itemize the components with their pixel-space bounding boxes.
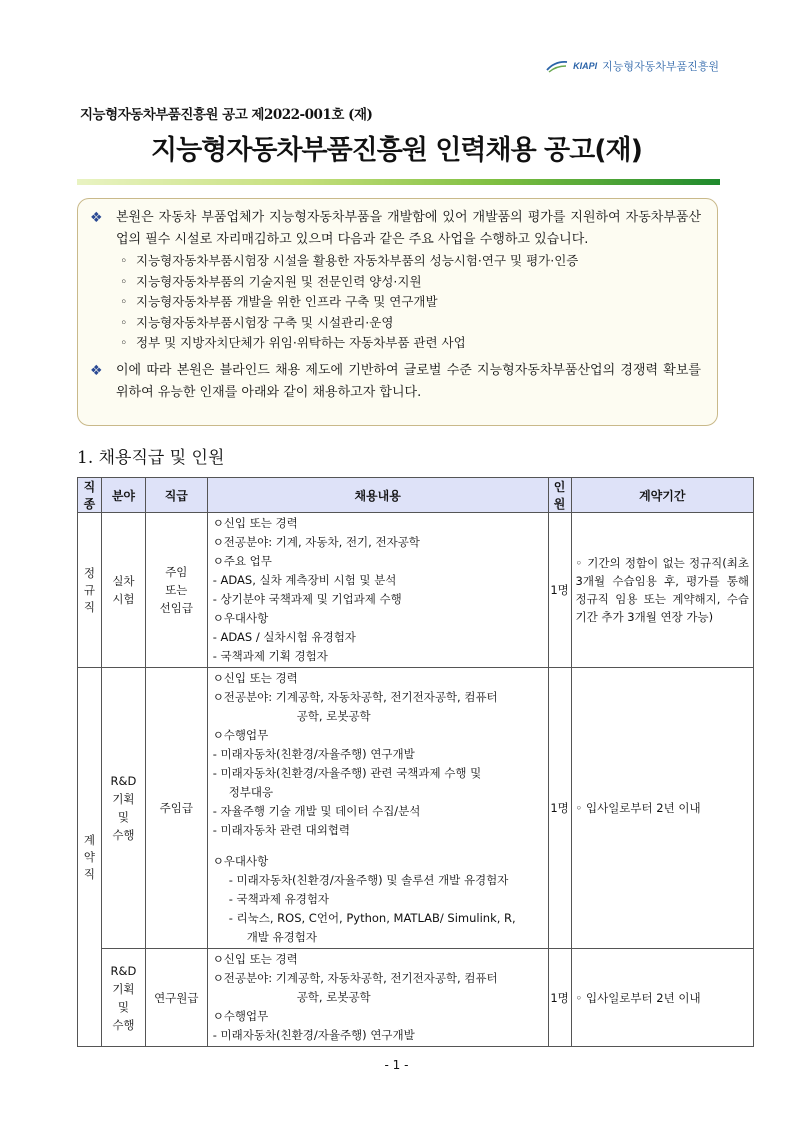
cell-count: 1명 xyxy=(548,949,571,1047)
list-item: ◦ 지능형자동차부품시험장 구축 및 시설관리·운영 xyxy=(120,314,394,330)
table-header-row xyxy=(78,478,754,513)
logo-org-name: 지능형자동차부품진흥원 xyxy=(602,60,719,73)
cell-field: R&D 기획 및 수행 xyxy=(101,668,145,949)
intro-paragraph-2 xyxy=(90,360,701,404)
header-logo xyxy=(546,58,719,74)
header-field: 분야 xyxy=(101,478,145,513)
cell-period: ◦ 입사일로부터 2년 이내 xyxy=(571,668,753,949)
list-item: ◦ 정부 및 지방자치단체가 위임·위탁하는 자동차부품 관련 사업 xyxy=(120,335,466,350)
cell-period: ◦ 기간의 정함이 없는 정규직(최초 3개월 수습임용 후, 평가를 통해 정규직 임용 또는 계약해지, 수습기간 추가 3개월 연장 가능) xyxy=(571,513,753,668)
cell-content: ㅇ신입 또는 경력 ㅇ전공분야: 기계공학, 자동차공학, 전기전자공학, 컴퓨터 공학, 로봇공학 ㅇ수행업무 - 미래자동차(친환경/자율주행) 연구개발 xyxy=(207,949,548,1047)
table-row xyxy=(78,949,754,1047)
cell-count: 1명 xyxy=(548,668,571,949)
cell-field: R&D 기획 및 수행 xyxy=(101,949,145,1047)
business-list xyxy=(90,251,701,354)
intro-box xyxy=(77,198,718,426)
cell-type-regular: 정 규 직 xyxy=(78,513,102,668)
table-row xyxy=(78,668,754,949)
diamond-bullet-icon: ❖ xyxy=(90,210,103,226)
section-title: 1. 채용직급 및 인원 xyxy=(77,448,225,468)
cell-grade: 주임급 xyxy=(145,668,207,949)
page-number: - 1 - xyxy=(384,1058,409,1072)
table-row xyxy=(78,513,754,668)
intro-paragraph-2-text: 이에 따라 본원은 블라인드 채용 제도에 기반하여 글로벌 수준 지능형자동차부품산업의 경쟁력 확보를 위하여 유능한 인재를 아래와 같이 채용하고자 합니다. xyxy=(116,362,701,400)
cell-content: ㅇ신입 또는 경력 ㅇ전공분야: 기계, 자동차, 전기, 전자공학 ㅇ주요 업무 - ADAS, 실차 계측장비 시험 및 분석 - 상기분야 국책과제 및 기업과제 수행 ㅇ우대사항 - ADAS / 실차시험 유경험자 - 국책과제 기획 경험자 xyxy=(207,513,548,668)
cell-field: 실차 시험 xyxy=(101,513,145,668)
title-gradient-bar xyxy=(77,179,720,185)
cell-grade: 연구원급 xyxy=(145,949,207,1047)
cell-period: ◦ 입사일로부터 2년 이내 xyxy=(571,949,753,1047)
page-title: 지능형자동차부품진흥원 인력채용 공고(재) xyxy=(151,135,642,166)
header-period: 계약기간 xyxy=(571,478,753,513)
header-grade: 직급 xyxy=(145,478,207,513)
kiapi-swoosh-icon xyxy=(546,59,568,73)
header-count: 인 원 xyxy=(548,478,571,513)
cell-grade: 주임 또는 선임급 xyxy=(145,513,207,668)
list-item: ◦ 지능형자동차부품의 기술지원 및 전문인력 양성·지원 xyxy=(120,273,422,289)
cell-count: 1명 xyxy=(548,513,571,668)
header-content: 채용내용 xyxy=(207,478,548,513)
logo-kiapi-text: KIAPI xyxy=(573,61,598,71)
list-item: ◦ 지능형자동차부품시험장 시설을 활용한 자동차부품의 성능시험·연구 및 평가·인증 xyxy=(120,253,579,268)
intro-paragraph-1-text: 본원은 자동차 부품업체가 지능형자동차부품을 개발함에 있어 개발품의 평가를 지원하여 자동차부품산업의 필수 시설로 자리매김하고 있으며 다음과 같은 주요 사업을 수행하고 있습니다. xyxy=(116,210,701,247)
diamond-bullet-icon: ❖ xyxy=(90,362,103,379)
notice-number: 지능형자동차부품진흥원 공고 제2022-001호 (재) xyxy=(80,107,373,123)
recruitment-table xyxy=(77,477,754,1047)
cell-type-contract: 계 약 직 xyxy=(78,668,102,1047)
cell-content: ㅇ신입 또는 경력 ㅇ전공분야: 기계공학, 자동차공학, 전기전자공학, 컴퓨터 공학, 로봇공학 ㅇ수행업무 - 미래자동차(친환경/자율주행) 연구개발 - 미래자동차(친환경/자율주행) 관련 국책과제 수행 및 정부대응 - 자율주행 기술 개발 및 데이터 수집/분석 - 미래자동차 관련 대외협력 ㅇ우대사항 - 미래자동차(친환경/자율주행) 및 솔루션 개발 유경험자 - 국책과제 유경험자 - 리눅스, ROS, C언어, Python, MATLAB/ Simulink, R, 개발 유경험자 xyxy=(207,668,548,949)
list-item: ◦ 지능형자동차부품 개발을 위한 인프라 구축 및 연구개발 xyxy=(120,294,438,309)
intro-paragraph-1 xyxy=(90,207,701,251)
header-type: 직 종 xyxy=(78,478,102,513)
